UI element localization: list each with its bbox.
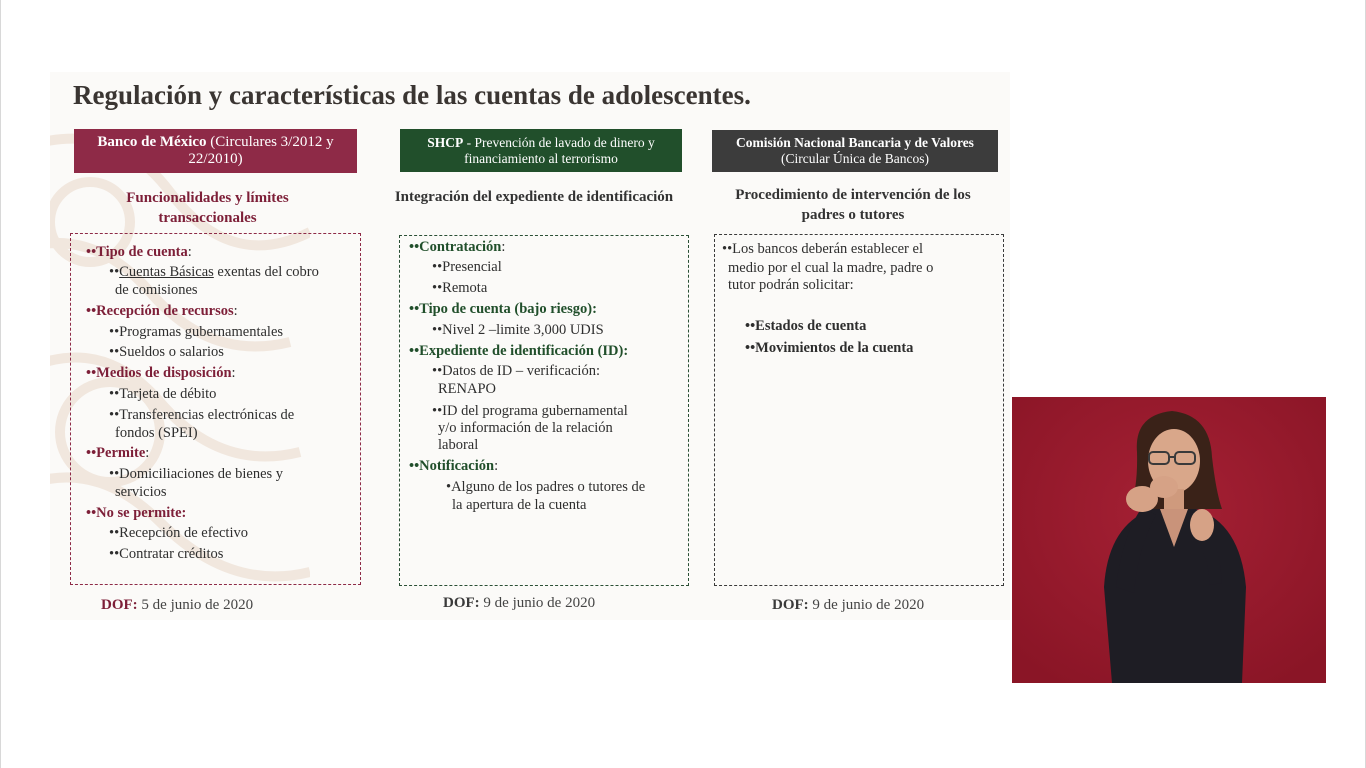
- banxico-cuentas-basicas-cont: de comisiones: [115, 282, 198, 298]
- shcp-header-rest: - Prevención de lavado de dinero y financiamiento al terrorismo: [463, 134, 655, 166]
- banxico-transferencias-cont: fondos (SPEI): [115, 425, 198, 441]
- banxico-domiciliaciones-cont: servicios: [115, 484, 167, 500]
- banxico-header: [74, 129, 357, 173]
- cat-colon: :: [187, 244, 192, 260]
- bullet: ••: [86, 244, 97, 260]
- cat-label: Contratación: [419, 239, 502, 255]
- item-text: Nivel 2 –limite 3,000 UDIS: [442, 322, 604, 338]
- banxico-cuentas-basicas: [109, 263, 319, 281]
- cnbv-estados-cuenta: [745, 317, 866, 335]
- bullet: ••: [745, 340, 756, 356]
- bullet: ••: [109, 525, 120, 541]
- item-text: Movimientos de la cuenta: [755, 340, 914, 356]
- item-text: Remota: [442, 280, 488, 296]
- bullet: ••: [432, 259, 443, 275]
- cat-label: Medios de disposición: [96, 365, 232, 381]
- bullet: ••: [409, 343, 420, 359]
- shcp-expediente: [409, 342, 628, 360]
- cat-colon: :: [145, 445, 150, 461]
- item-text: Sueldos o salarios: [119, 344, 224, 360]
- item-text: Recepción de efectivo: [119, 525, 248, 541]
- dof-date: 9 de junio de 2020: [808, 597, 925, 613]
- bullet: ••: [432, 363, 443, 379]
- cnbv-subtitle: Procedimiento de intervención de los padres o tutores: [735, 187, 971, 223]
- banxico-subtitle: Funcionalidades y límites transaccionales: [126, 190, 289, 226]
- item-text: Transferencias electrónicas de: [119, 407, 295, 423]
- cnbv-bancos: [722, 240, 923, 258]
- item-text: Presencial: [442, 259, 502, 275]
- banxico-domiciliaciones: [109, 465, 283, 483]
- bullet: ••: [409, 301, 420, 317]
- banxico-tarjeta: [109, 385, 216, 403]
- shcp-contratacion: [409, 238, 505, 256]
- page-title: Regulación y características de las cuentas de adolescentes.: [73, 80, 751, 110]
- bullet: ••: [722, 241, 733, 257]
- cat-colon: :: [231, 365, 236, 381]
- banxico-sueldos: [109, 343, 224, 361]
- shcp-alguno-padres: [446, 478, 645, 496]
- cat-label: Tipo de cuenta: [96, 244, 188, 260]
- shcp-presencial: [432, 258, 502, 276]
- item-text: exentas del cobro: [213, 264, 319, 280]
- banxico-recepcion-recursos: [86, 302, 238, 320]
- shcp-header: [400, 129, 682, 172]
- dof-date: 5 de junio de 2020: [137, 597, 254, 613]
- banxico-dof: [101, 597, 253, 614]
- sign-language-interpreter-video: [1012, 397, 1326, 683]
- shcp-id-programa-cont2: laboral: [438, 437, 479, 453]
- banxico-header-bold: Banco de México: [97, 133, 207, 150]
- cat-label: Tipo de cuenta (bajo riesgo):: [419, 301, 597, 317]
- bullet: ••: [432, 322, 443, 338]
- banxico-efectivo: [109, 524, 248, 542]
- cat-label: Permite: [96, 445, 146, 461]
- left-frame-edge: [0, 0, 1, 768]
- item-text: Estados de cuenta: [755, 318, 867, 334]
- bullet: ••: [109, 466, 120, 482]
- item-text: Los bancos deberán establecer el: [732, 241, 923, 257]
- shcp-nivel-2: [432, 321, 604, 339]
- item-text: Domiciliaciones de bienes y: [119, 466, 284, 482]
- shcp-id-programa: [432, 402, 628, 420]
- bullet: ••: [109, 264, 120, 280]
- bullet: ••: [432, 280, 443, 296]
- banxico-transferencias: [109, 406, 294, 424]
- shcp-remota: [432, 279, 487, 297]
- shcp-tipo-cuenta: [409, 300, 597, 318]
- bullet: ••: [432, 403, 443, 419]
- bullet: •: [446, 479, 452, 495]
- bullet: ••: [109, 407, 120, 423]
- cat-colon: :: [233, 303, 238, 319]
- bullet: ••: [86, 445, 97, 461]
- shcp-dof: [443, 595, 595, 612]
- item-text: ID del programa gubernamental: [442, 403, 628, 419]
- shcp-subtitle: Integración del expediente de identificación: [394, 189, 674, 205]
- banxico-creditos: [109, 545, 223, 563]
- cat-colon: :: [494, 458, 499, 474]
- item-text: Programas gubernamentales: [119, 324, 284, 340]
- cnbv-dof: [772, 597, 924, 614]
- dof-label: DOF:: [772, 597, 809, 613]
- dof-label: DOF:: [101, 597, 138, 613]
- banxico-no-se-permite: [86, 504, 186, 522]
- item-text: Datos de ID – verificación:: [442, 363, 600, 379]
- cat-label: No se permite:: [96, 505, 187, 521]
- shcp-alguno-padres-cont: la apertura de la cuenta: [452, 497, 587, 513]
- bullet: ••: [409, 239, 420, 255]
- cnbv-header-bold: Comisión Nacional Bancaria y de Valores: [736, 135, 974, 151]
- dof-label: DOF:: [443, 595, 480, 611]
- cat-label: Expediente de identificación (ID):: [419, 343, 629, 359]
- cnbv-header-rest: (Circular Única de Bancos): [780, 151, 930, 166]
- item-text: Alguno de los padres o tutores de: [451, 479, 646, 495]
- cat-colon: :: [501, 239, 506, 255]
- shcp-renapo: RENAPO: [438, 381, 497, 397]
- interpreter-figure: [1012, 397, 1326, 683]
- banxico-permite: [86, 444, 149, 462]
- shcp-id-programa-cont1: y/o información de la relación: [438, 420, 613, 436]
- bullet: ••: [86, 505, 97, 521]
- bullet: ••: [109, 386, 120, 402]
- cnbv-movimientos: [745, 339, 913, 357]
- dof-date: 9 de junio de 2020: [479, 595, 596, 611]
- shcp-header-bold: SHCP: [427, 134, 464, 150]
- bullet: ••: [409, 458, 420, 474]
- cat-label: Recepción de recursos: [96, 303, 234, 319]
- cuentas-basicas-link[interactable]: Cuentas Básicas: [119, 264, 214, 280]
- cat-label: Notificación: [419, 458, 495, 474]
- bullet: ••: [745, 318, 756, 334]
- shcp-datos-id: [432, 362, 600, 380]
- banxico-tipo-cuenta: [86, 243, 192, 261]
- bullet: ••: [109, 546, 120, 562]
- cnbv-bancos-cont2: tutor podrán solicitar:: [728, 277, 854, 293]
- bullet: ••: [86, 303, 97, 319]
- bullet: ••: [109, 344, 120, 360]
- shcp-notificacion: [409, 457, 498, 475]
- banxico-medios-disposicion: [86, 364, 236, 382]
- item-text: Tarjeta de débito: [119, 386, 217, 402]
- item-text: Contratar créditos: [119, 546, 224, 562]
- bullet: ••: [109, 324, 120, 340]
- banxico-header-rest: (Circulares 3/2012 y 22/2010): [188, 133, 334, 167]
- cnbv-header: [712, 130, 998, 172]
- bullet: ••: [86, 365, 97, 381]
- banxico-programas: [109, 323, 283, 341]
- cnbv-bancos-cont1: medio por el cual la madre, padre o: [728, 260, 934, 276]
